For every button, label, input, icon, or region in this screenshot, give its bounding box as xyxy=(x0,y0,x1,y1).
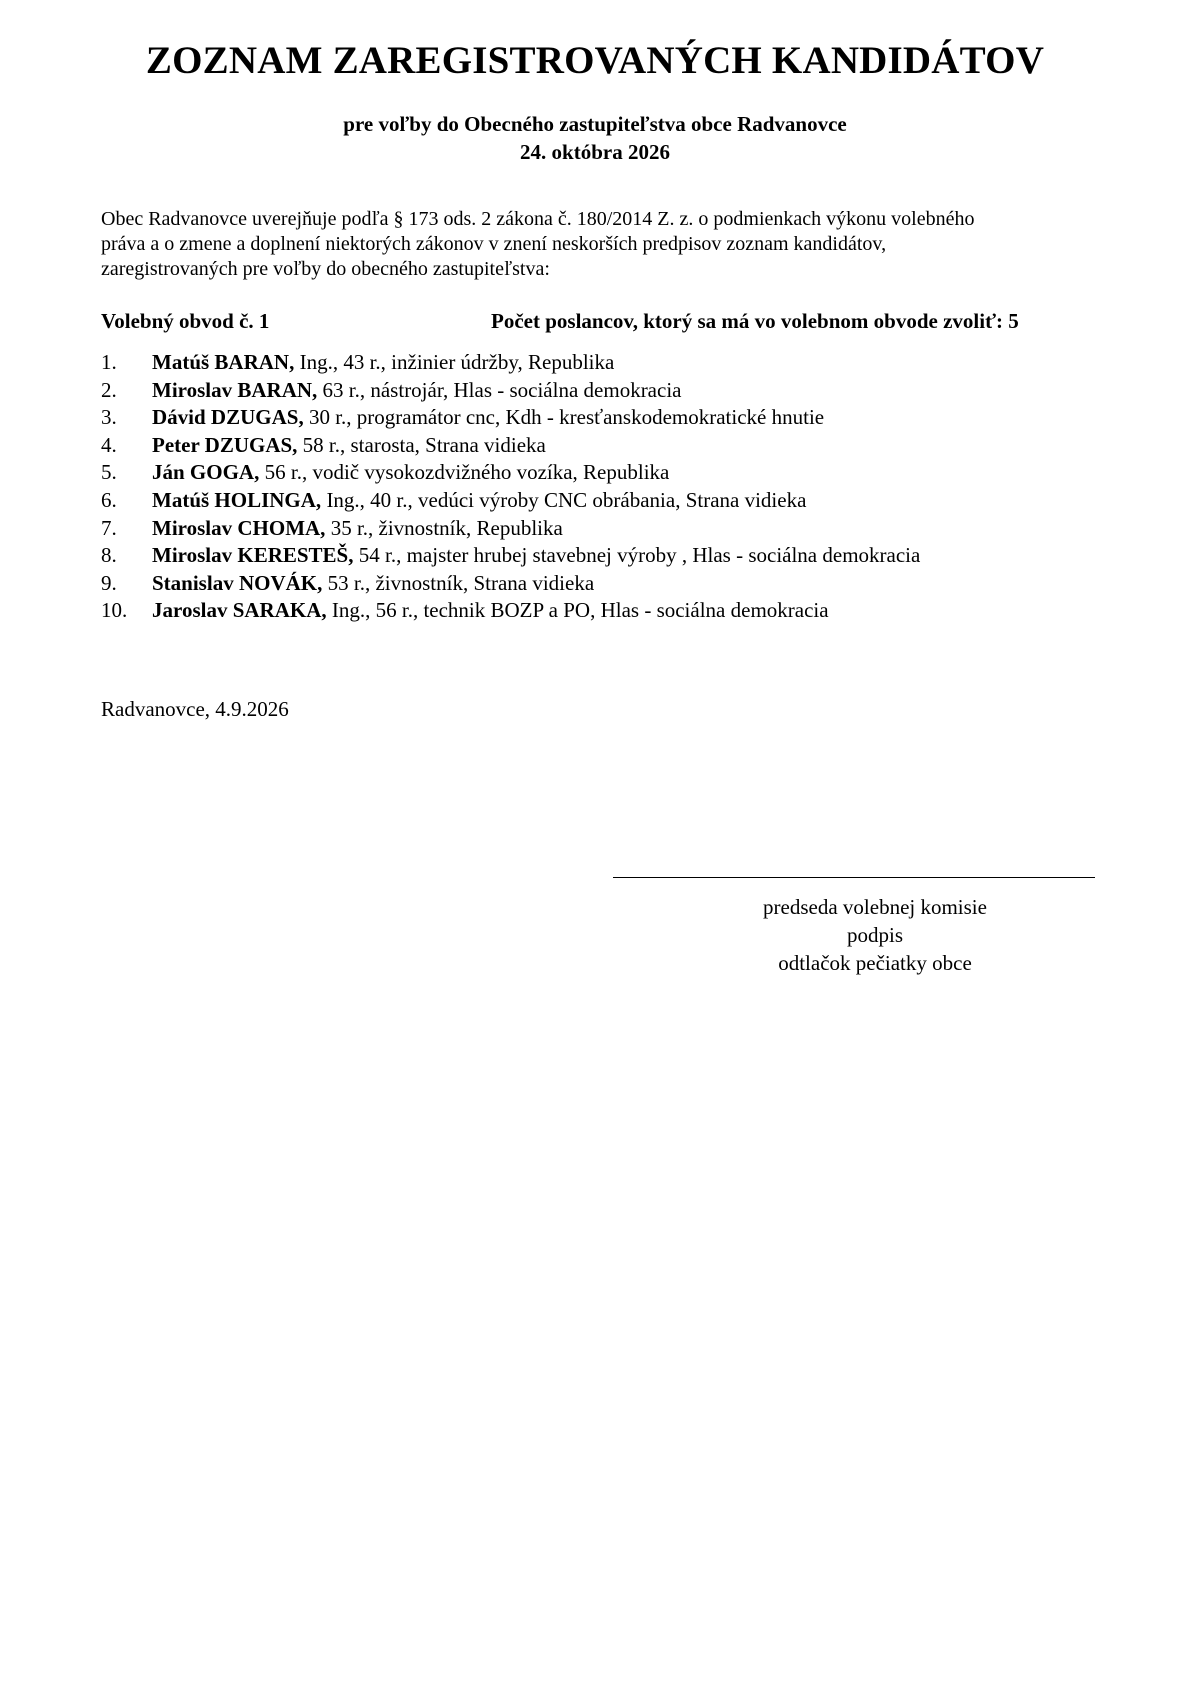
candidate-name: Miroslav BARAN, xyxy=(152,377,318,402)
place-date: Radvanovce, 4.9.2026 xyxy=(101,697,289,721)
intro-paragraph xyxy=(101,207,1101,282)
candidate-number: 10. xyxy=(101,598,128,623)
signature-captions xyxy=(660,893,1090,977)
candidate-details: Ing., 40 r., vedúci výroby CNC obrábania, Strana vidieka xyxy=(321,487,807,512)
subtitle-election: pre voľby do Obecného zastupiteľstva obce Radvanovce xyxy=(343,112,847,136)
candidate-number: 5. xyxy=(101,460,117,485)
candidate-name: Stanislav NOVÁK, xyxy=(152,570,323,595)
signature-caption-stamp: odtlačok pečiatky obce xyxy=(778,951,972,975)
candidate-item xyxy=(101,459,1101,487)
candidate-name: Peter DZUGAS, xyxy=(152,432,298,457)
candidate-details: 58 r., starosta, Strana vidieka xyxy=(297,432,546,457)
signature-line xyxy=(613,877,1095,878)
candidate-details: 30 r., programátor cnc, Kdh - kresťanskodemokratické hnutie xyxy=(303,405,825,430)
candidate-list xyxy=(101,349,1101,625)
candidate-item xyxy=(101,432,1101,460)
intro-line: zaregistrovaných pre voľby do obecného zastupiteľstva: xyxy=(101,258,550,280)
candidate-details: 54 r., majster hrubej stavebnej výroby , Hlas - sociálna demokracia xyxy=(353,543,921,568)
intro-line: Obec Radvanovce uverejňuje podľa § 173 ods. 2 zákona č. 180/2014 Z. z. o podmienkach výkonu volebného xyxy=(101,208,975,230)
candidate-item xyxy=(101,487,1101,515)
candidate-details: 35 r., živnostník, Republika xyxy=(325,515,563,540)
candidate-item xyxy=(101,515,1101,543)
candidate-number: 8. xyxy=(101,543,117,568)
candidate-number: 2. xyxy=(101,377,117,402)
candidate-details: Ing., 43 r., inžinier údržby, Republika xyxy=(294,350,615,374)
candidate-number: 3. xyxy=(101,405,117,430)
candidate-item xyxy=(101,349,1101,377)
candidate-number: 4. xyxy=(101,432,117,457)
candidate-item xyxy=(101,542,1101,570)
candidate-details: Ing., 56 r., technik BOZP a PO, Hlas - sociálna demokracia xyxy=(326,598,829,623)
candidate-details: 56 r., vodič vysokozdvižného vozíka, Republika xyxy=(259,460,670,485)
signature-caption-role: predseda volebnej komisie xyxy=(763,895,987,919)
candidate-item xyxy=(101,570,1101,598)
candidate-name: Dávid DZUGAS, xyxy=(152,405,304,430)
candidate-name: Jaroslav SARAKA, xyxy=(152,598,327,623)
district-label: Volebný obvod č. 1 xyxy=(101,309,270,333)
document-title: ZOZNAM ZAREGISTROVANÝCH KANDIDÁTOV xyxy=(145,39,1045,82)
signature-caption-signature: podpis xyxy=(846,923,903,947)
candidate-item xyxy=(101,377,1101,405)
candidate-number: 9. xyxy=(101,570,117,595)
district-header xyxy=(101,309,1101,334)
seats-label: Počet poslancov, ktorý sa má vo volebnom obvode zvoliť: 5 xyxy=(491,309,1019,333)
document-subtitle xyxy=(0,110,1190,166)
candidate-details: 53 r., živnostník, Strana vidieka xyxy=(322,570,595,595)
candidate-number: 6. xyxy=(101,487,117,512)
candidate-name: Miroslav CHOMA, xyxy=(152,515,326,540)
subtitle-date: 24. októbra 2026 xyxy=(520,140,670,164)
candidate-name: Miroslav KERESTEŠ, xyxy=(152,543,354,568)
candidate-item xyxy=(101,404,1101,432)
candidate-number: 7. xyxy=(101,515,117,540)
candidate-name: Matúš HOLINGA, xyxy=(152,487,322,512)
candidate-details: 63 r., nástrojár, Hlas - sociálna demokracia xyxy=(317,377,682,402)
intro-line: práva a o zmene a doplnení niektorých zákonov v znení neskorších predpisov zoznam kandidátov, xyxy=(101,233,887,255)
candidate-name: Ján GOGA, xyxy=(152,460,260,485)
candidate-item xyxy=(101,597,1101,625)
candidate-name: Matúš BARAN, xyxy=(152,350,295,374)
candidate-number: 1. xyxy=(101,350,117,374)
